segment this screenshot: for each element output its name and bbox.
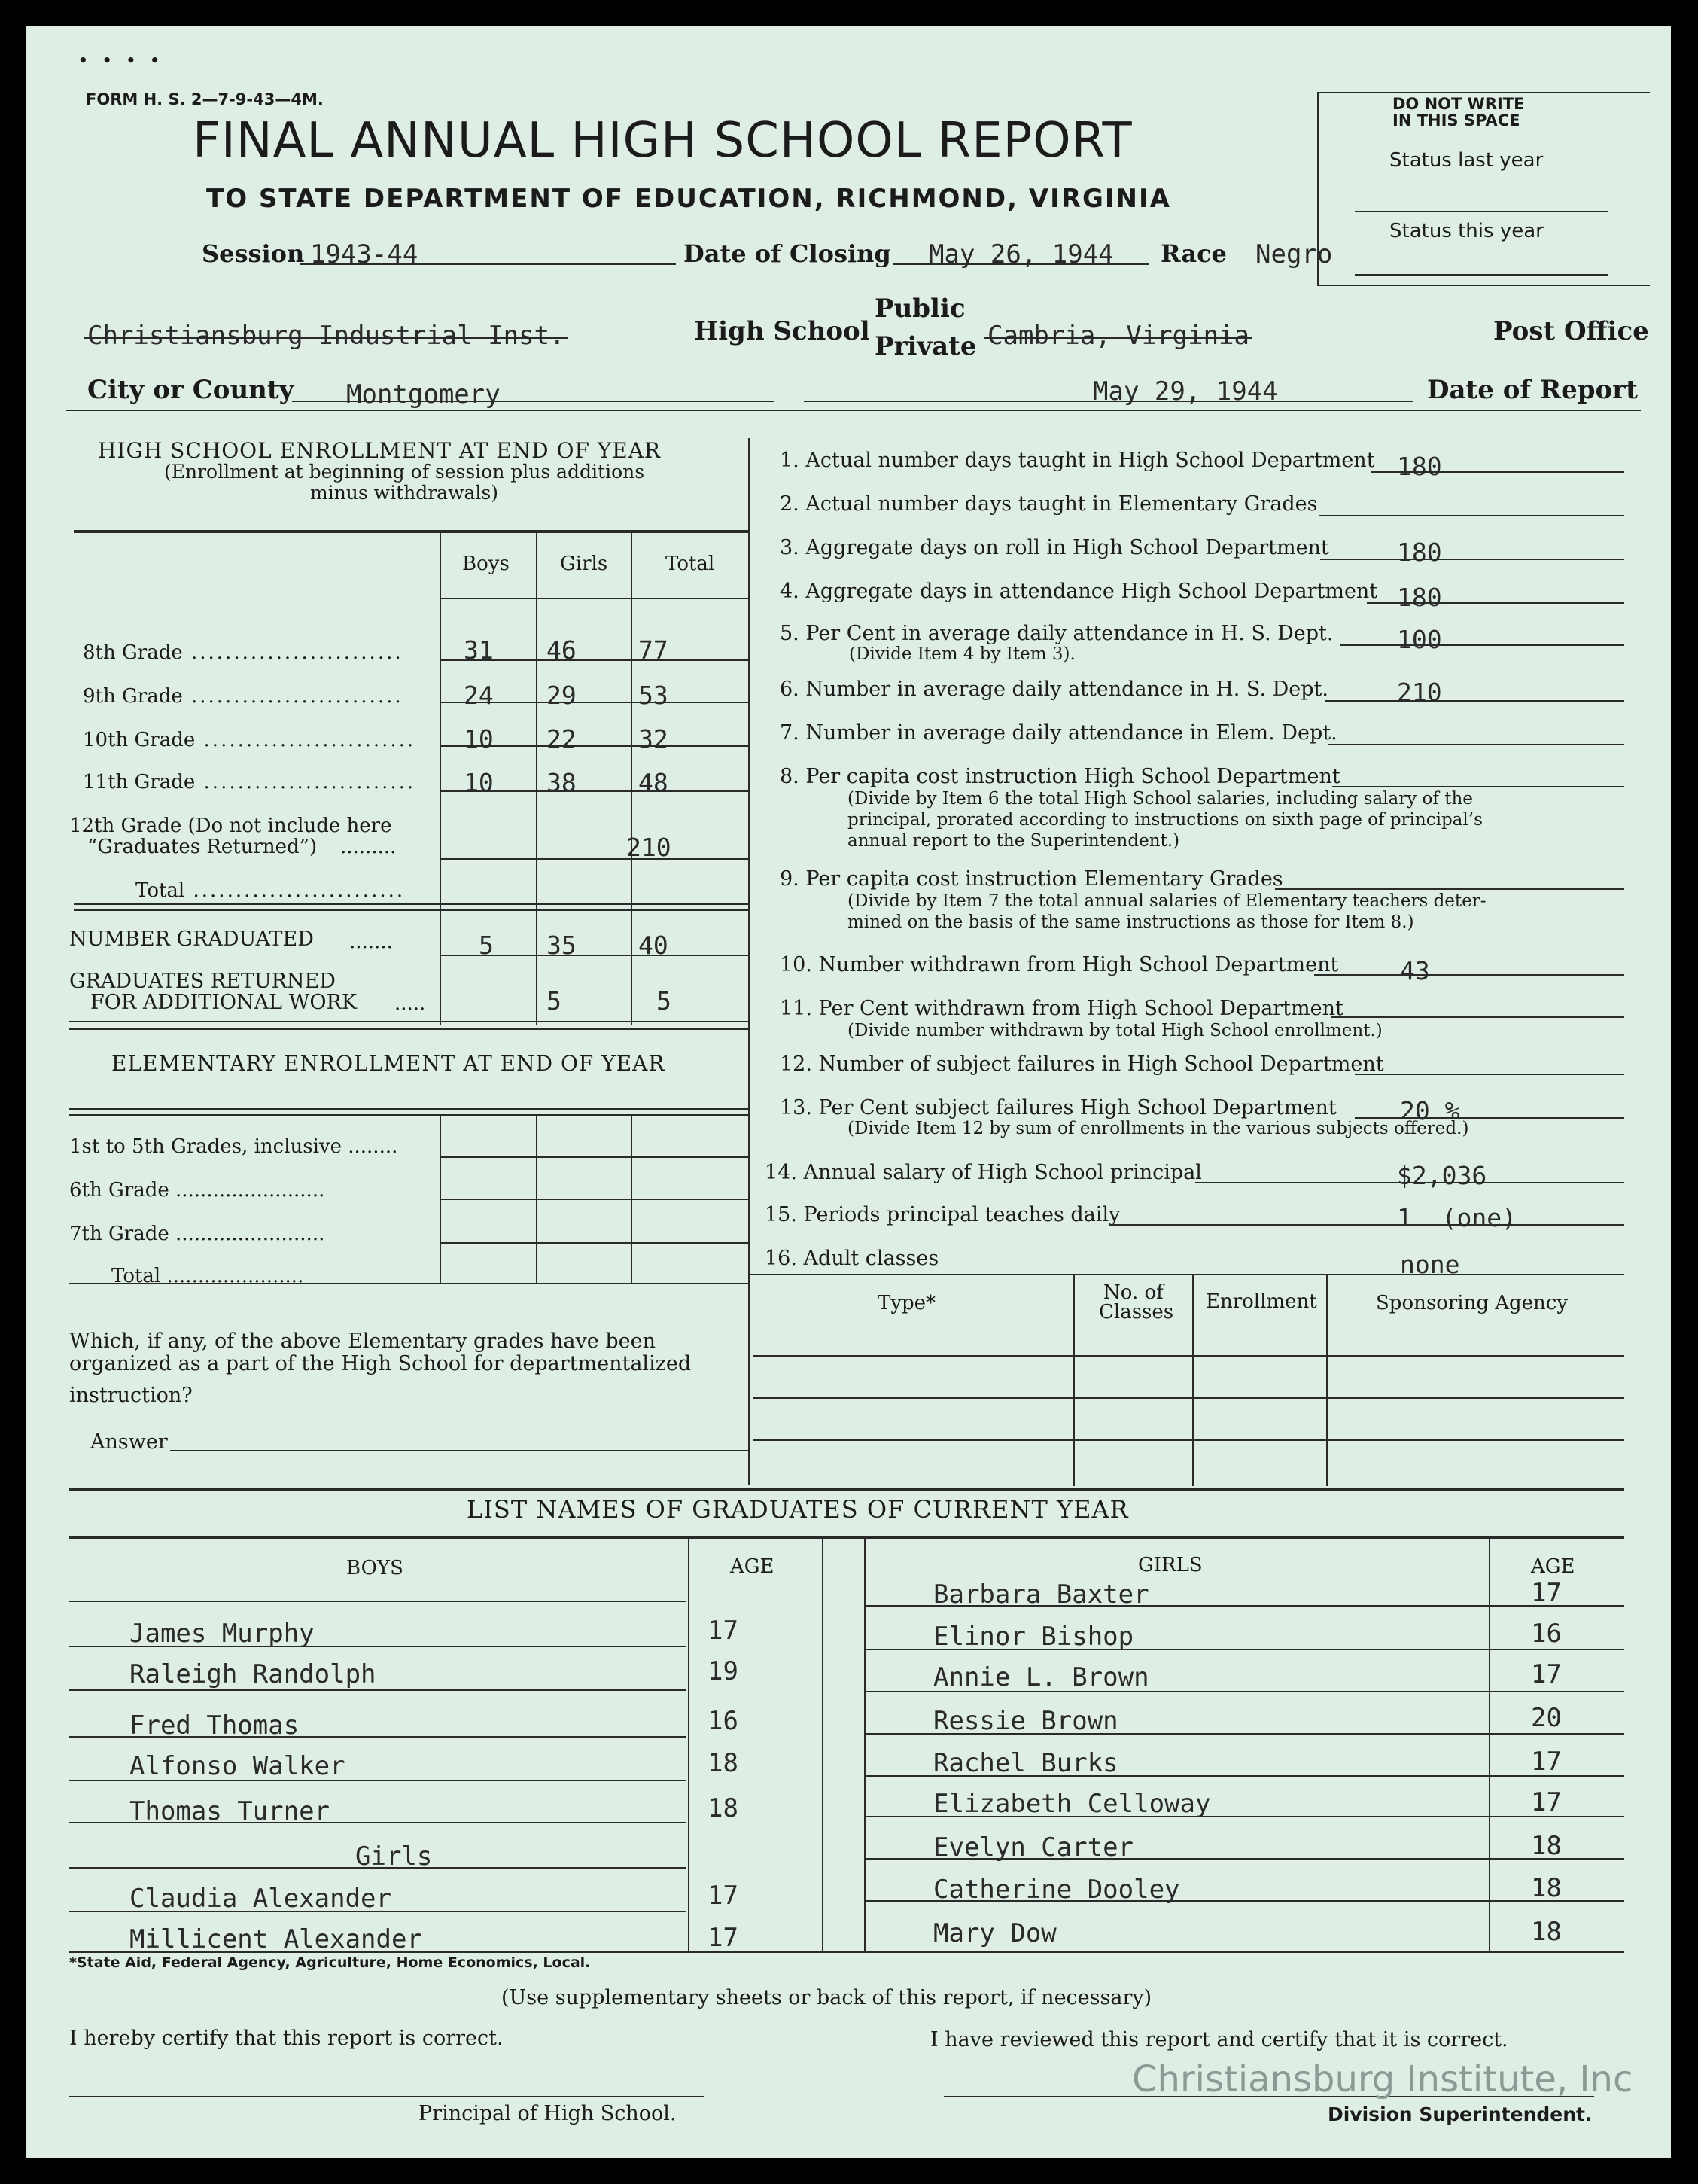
elem-question-3: instruction? [69,1384,193,1407]
answer-line[interactable] [170,1450,750,1451]
left-row-rule-4 [69,1780,686,1781]
certify-superintendent: I have reviewed this report and certify that it is correct. [930,2028,1508,2051]
item-15-label: 15. Periods principal teaches daily [765,1203,1121,1226]
item-15-value[interactable]: 1 (one) [1397,1203,1517,1232]
grad-left-3-age[interactable]: 16 [708,1706,738,1736]
item-6-value[interactable]: 210 [1397,678,1442,707]
grad-right-1-name[interactable]: Barbara Baxter [933,1579,1149,1610]
grade-10-girls[interactable]: 22 [546,724,577,754]
hs-enrollment-note-2: minus withdrawals) [310,482,498,504]
elem-row-7-rule [441,1242,750,1244]
age-header-left: AGE [730,1555,774,1578]
grad-left-4-name[interactable]: Alfonso Walker [129,1751,345,1781]
grad-right-8-name[interactable]: Catherine Dooley [933,1875,1180,1905]
item-6-line [1325,700,1624,702]
item-13-label: 13. Per Cent subject failures High School Department [780,1096,1337,1119]
grad-left-2-name[interactable]: Raleigh Randolph [129,1659,376,1689]
item-5-note: (Divide Item 4 by Item 3). [849,644,1076,664]
item-10-value[interactable]: 43 [1400,956,1430,985]
right-row-rule-6 [866,1816,1624,1817]
superintendent-sig-label: Division Superintendent. [1328,2103,1593,2125]
elem-enrollment-heading: ELEMENTARY ENROLLMENT AT END OF YEAR [111,1051,665,1076]
right-row-rule-1 [866,1605,1624,1607]
hs-total-rule-a [74,903,750,905]
adult-row-3[interactable] [753,1439,1624,1441]
grad-left-2-age[interactable]: 19 [708,1656,738,1686]
item-2-line[interactable] [1319,515,1624,516]
elem-table-top-a [69,1108,750,1110]
hs-bottom-rule-b [69,1028,750,1030]
status-last-year-label: Status last year [1389,149,1544,172]
returned-girls[interactable]: 5 [546,986,561,1016]
hs-bottom-rule-a [69,1021,750,1022]
grade-8-boys[interactable]: 31 [464,635,494,665]
returned-label-2: FOR ADDITIONAL WORK [90,991,358,1014]
right-row-rule-7 [866,1858,1624,1860]
certify-principal: I hereby certify that this report is correct. [69,2027,504,2050]
graduates-top-rule [69,1488,1624,1491]
item-7-label: 7. Number in average daily attendance in Elem. Dept. [780,721,1337,745]
grad-left-1-name[interactable]: James Murphy [129,1619,315,1649]
grad-right-4-age[interactable]: 20 [1531,1703,1562,1733]
office-box-heading-2: IN THIS SPACE [1392,111,1520,129]
grad-right-2-age[interactable]: 16 [1531,1619,1562,1649]
grade-12-rule [441,858,750,860]
adult-col-rule-2 [1192,1275,1194,1486]
grad-right-5-name[interactable]: Rachel Burks [933,1748,1118,1778]
item-1-label: 1. Actual number days taught in High School Department [780,449,1375,472]
date-closing-label: Date of Closing [683,239,891,268]
supplementary-note: (Use supplementary sheets or back of this report, if necessary) [501,1986,1152,2009]
item-5-line [1340,644,1624,646]
adult-col-enrollment: Enrollment [1206,1290,1317,1313]
adult-row-1[interactable] [753,1355,1624,1357]
returned-total[interactable]: 5 [656,986,671,1016]
date-closing-value[interactable]: May 26, 1944 [929,239,1114,270]
elem-row-6-label: 6th Grade ........................ [69,1179,325,1202]
elem-table-top-b [69,1114,750,1116]
item-14-value[interactable]: $2,036 [1397,1161,1487,1190]
date-report-label: Date of Report [1427,375,1638,405]
grad-left-3-name[interactable]: Fred Thomas [129,1710,300,1741]
grade-8-total[interactable]: 77 [638,635,668,665]
grad-left-8-age[interactable]: 17 [708,1923,738,1953]
grad-right-6-name[interactable]: Elizabeth Celloway [933,1789,1211,1819]
elem-row-1-5-label: 1st to 5th Grades, inclusive ........ [69,1135,398,1158]
hs-total-rule-b [74,909,750,911]
race-label: Race [1161,239,1227,268]
grade-12-label-2: “Graduates Returned”) [87,836,318,858]
answer-label: Answer [90,1430,168,1454]
watermark: Christiansburg Institute, Inc [1132,2058,1633,2100]
item-5-value[interactable]: 100 [1397,625,1442,654]
office-box-bottom [1317,285,1650,286]
post-office-value[interactable] [987,321,1249,351]
elem-row-total-label: Total ...................... [111,1265,304,1287]
office-box-top [1317,92,1650,93]
status-this-year-label: Status this year [1389,220,1544,242]
item-5-label: 5. Per Cent in average daily attendance in H. S. Dept. [780,622,1334,645]
left-row-rule-6 [69,1867,686,1869]
grade-9-boys[interactable]: 24 [464,681,494,710]
private-label: Private [875,331,977,361]
grade-8-rule [441,659,750,661]
item-3-label: 3. Aggregate days on roll in High School Department [780,536,1329,559]
grade-10-total[interactable]: 32 [638,724,668,754]
item-6-label: 6. Number in average daily attendance in H. S. Dept. [780,678,1328,701]
grad-right-3-age[interactable]: 17 [1531,1659,1562,1689]
item-14-label: 14. Annual salary of High School principal [765,1161,1202,1184]
grad-right-7-name[interactable]: Evelyn Carter [933,1832,1134,1863]
right-row-rule-5 [866,1775,1624,1777]
adult-col-no-of: No. of [1103,1281,1164,1304]
race-value[interactable]: Negro [1255,239,1333,270]
item-4-value[interactable]: 180 [1397,583,1442,612]
elem-row-7-label: 7th Grade ........................ [69,1223,325,1245]
hs-col-girls: Girls [560,553,608,575]
item-9-note-2: mined on the basis of the same instructions as those for Item 8.) [847,912,1414,932]
item-4-label: 4. Aggregate days in attendance High School Department [780,580,1378,603]
principal-sig-label: Principal of High School. [418,2102,677,2125]
grad-left-5-age[interactable]: 18 [708,1793,738,1823]
graduated-label: NUMBER GRADUATED [69,928,314,951]
item-7-line[interactable] [1328,744,1624,745]
item-9-line[interactable] [1275,888,1624,890]
elem-row-6-rule [441,1199,750,1200]
grad-right-6-age[interactable]: 17 [1531,1787,1562,1817]
session-value[interactable]: 1943-44 [310,239,418,270]
grad-col-rule-2 [822,1537,823,1951]
grade-8-label: 8th Grade ..... [83,641,403,664]
post-office-label: Post Office [1493,316,1649,346]
punch-marks: • • • • [78,51,165,69]
item-16-label: 16. Adult classes [765,1247,939,1270]
adult-col-rule-3 [1326,1275,1328,1486]
graduates-header-rule [69,1536,1624,1539]
hs-enrollment-note-1: (Enrollment at beginning of session plus additions [164,461,645,483]
grade-10-boys[interactable]: 10 [464,724,494,754]
item-12-line[interactable] [1355,1074,1624,1075]
left-row-rule-0 [69,1601,686,1602]
grade-9-girls[interactable]: 29 [546,681,577,710]
adult-row-2[interactable] [753,1397,1624,1399]
grad-right-1-age[interactable]: 17 [1531,1578,1562,1608]
graduated-girls[interactable]: 35 [546,931,577,960]
grad-right-4-name[interactable]: Ressie Brown [933,1706,1118,1736]
item-9-label: 9. Per capita cost instruction Elementary Grades [780,867,1283,891]
grade-9-label: 9th Grade ..... [83,685,403,708]
hs-col-rule-3 [631,532,632,1025]
item-8-line[interactable] [1332,786,1624,787]
header-divider [66,410,1641,411]
left-row-rule-7 [69,1911,686,1912]
elem-question-2: organized as a part of the High School for departmentalized [69,1352,692,1375]
grad-col-rule-4 [1489,1537,1490,1951]
grade-9-total[interactable]: 53 [638,681,668,710]
item-12-label: 12. Number of subject failures in High School Department [780,1052,1384,1076]
grade-12-total[interactable]: 210 [626,833,671,862]
left-row-rule-1 [69,1646,686,1647]
elem-table-bottom [69,1283,750,1284]
graduated-rule [441,955,750,956]
principal-signature-line[interactable] [69,2096,704,2097]
item-13-note: (Divide Item 12 by sum of enrollments in the various subjects offered.) [847,1119,1469,1138]
public-label: Public [875,294,966,324]
returned-dots: ..... [394,992,426,1015]
grad-right-9-name[interactable]: Mary Dow [933,1918,1057,1948]
grad-left-girls-subheading: Girls [355,1841,433,1872]
grade-10-label: 10th Grade ..... [83,729,415,751]
school-name-value[interactable] [87,321,565,351]
form-number: FORM H. S. 2—7-9-43—4M. [86,90,324,108]
hs-header-rule [441,598,750,599]
item-16-value[interactable]: none [1400,1250,1460,1279]
grad-right-3-name[interactable]: Annie L. Brown [933,1662,1149,1692]
grad-left-4-age[interactable]: 18 [708,1748,738,1778]
hs-col-boys: Boys [462,553,510,575]
age-header-right: AGE [1531,1555,1575,1578]
item-10-line [1314,974,1624,976]
footnote: *State Aid, Federal Agency, Agriculture, Home Economics, Local. [69,1954,591,1971]
hs-enrollment-heading: HIGH SCHOOL ENROLLMENT AT END OF YEAR [98,438,662,463]
item-1-value[interactable]: 180 [1397,452,1442,481]
graduated-dots: ....... [349,931,393,953]
item-10-label: 10. Number withdrawn from High School Department [780,953,1339,976]
grade-12-dots: ......... [340,836,397,858]
item-8-note-1: (Divide by Item 6 the total High School salaries, including salary of the [847,789,1473,809]
city-county-label: City or County [87,375,294,405]
grad-left-7-name[interactable]: Claudia Alexander [129,1884,391,1914]
girls-header: GIRLS [1138,1554,1203,1576]
item-9-note-1: (Divide by Item 7 the total annual salaries of Elementary teachers deter- [847,891,1487,911]
left-row-rule-5 [69,1822,686,1823]
grad-left-1-age[interactable]: 17 [708,1616,738,1646]
item-8-note-3: annual report to the Superintendent.) [847,831,1180,851]
city-county-value[interactable]: Montgomery [346,379,501,410]
right-row-rule-8 [866,1900,1624,1902]
right-row-rule-3 [866,1691,1624,1692]
hs-table-top [74,530,750,533]
adult-col-rule-1 [1073,1275,1075,1486]
hs-col-rule-1 [440,532,441,1025]
graduated-boys[interactable]: 5 [479,931,494,960]
right-row-rule-4 [866,1733,1624,1735]
item-8-label: 8. Per capita cost instruction High School Department [780,765,1340,788]
graduated-total[interactable]: 40 [638,931,668,960]
column-divider [748,438,750,1485]
item-8-note-2: principal, prorated according to instructions on sixth page of principal’s [847,810,1483,830]
form-title: FINAL ANNUAL HIGH SCHOOL REPORT [193,113,1133,169]
elem-row-1-5-rule [441,1156,750,1158]
hs-col-total: Total [665,553,715,575]
grade-11-girls[interactable]: 38 [546,768,577,797]
date-report-value[interactable]: May 29, 1944 [1093,376,1278,407]
returned-label-1: GRADUATES RETURNED [69,970,336,993]
item-11-note: (Divide number withdrawn by total High School enrollment.) [847,1021,1383,1040]
high-school-label: High School [694,316,870,346]
item-3-line [1320,559,1624,560]
grad-right-8-age[interactable]: 18 [1531,1873,1562,1903]
grad-right-7-age[interactable]: 18 [1531,1831,1562,1861]
adult-col-agency: Sponsoring Agency [1376,1292,1569,1314]
session-label: Session [202,239,305,268]
graduates-bottom-rule [69,1951,1624,1953]
post-office-text: Cambria, Virginia [987,321,1249,351]
grad-left-7-age[interactable]: 17 [708,1881,738,1911]
grad-right-5-age[interactable]: 17 [1531,1747,1562,1777]
adult-col-classes: Classes [1099,1301,1174,1323]
item-3-value[interactable]: 180 [1397,538,1442,567]
status-last-year-line[interactable] [1355,211,1608,212]
item-11-line[interactable] [1331,1016,1624,1018]
elem-question-1: Which, if any, of the above Elementary grades have been [69,1330,656,1353]
adult-col-type: Type* [878,1292,936,1314]
item-15-line [1109,1224,1624,1226]
grad-col-rule-3 [864,1537,866,1951]
grade-11-total[interactable]: 48 [638,768,668,797]
right-row-rule-2 [866,1649,1624,1650]
grade-11-rule [441,790,750,792]
item-11-label: 11. Per Cent withdrawn from High School Department [780,997,1343,1020]
hs-col-rule-2 [536,532,537,1025]
grad-right-2-name[interactable]: Elinor Bishop [933,1622,1134,1652]
grad-col-rule-1 [688,1537,689,1951]
grade-11-boys[interactable]: 10 [464,768,494,797]
form-subtitle: TO STATE DEPARTMENT OF EDUCATION, RICHMOND, VIRGINIA [206,184,1171,214]
grade-9-rule [441,702,750,703]
item-2-label: 2. Actual number days taught in Elementary Grades [780,492,1318,516]
school-name-text: Christiansburg Industrial Inst. [87,321,565,351]
office-box-heading: DO NOT WRITE [1392,95,1525,113]
left-row-rule-3 [69,1736,686,1738]
grade-11-label: 11th Grade ..... [83,771,415,793]
grade-10-rule [441,745,750,747]
adult-table-top [750,1274,1624,1275]
grad-right-9-age[interactable]: 18 [1531,1917,1562,1947]
status-this-year-line[interactable] [1355,274,1608,276]
grad-left-8-name[interactable]: Millicent Alexander [129,1924,422,1954]
left-row-rule-2 [69,1689,686,1691]
graduates-heading: LIST NAMES OF GRADUATES OF CURRENT YEAR [467,1495,1129,1524]
hs-total-label: Total ..... [135,879,405,902]
item-13-value[interactable]: 20 % [1400,1096,1460,1126]
grad-left-5-name[interactable]: Thomas Turner [129,1796,330,1826]
grade-8-girls[interactable]: 46 [546,635,577,665]
boys-header: BOYS [346,1557,403,1579]
grade-12-label-1: 12th Grade (Do not include here [69,815,392,837]
